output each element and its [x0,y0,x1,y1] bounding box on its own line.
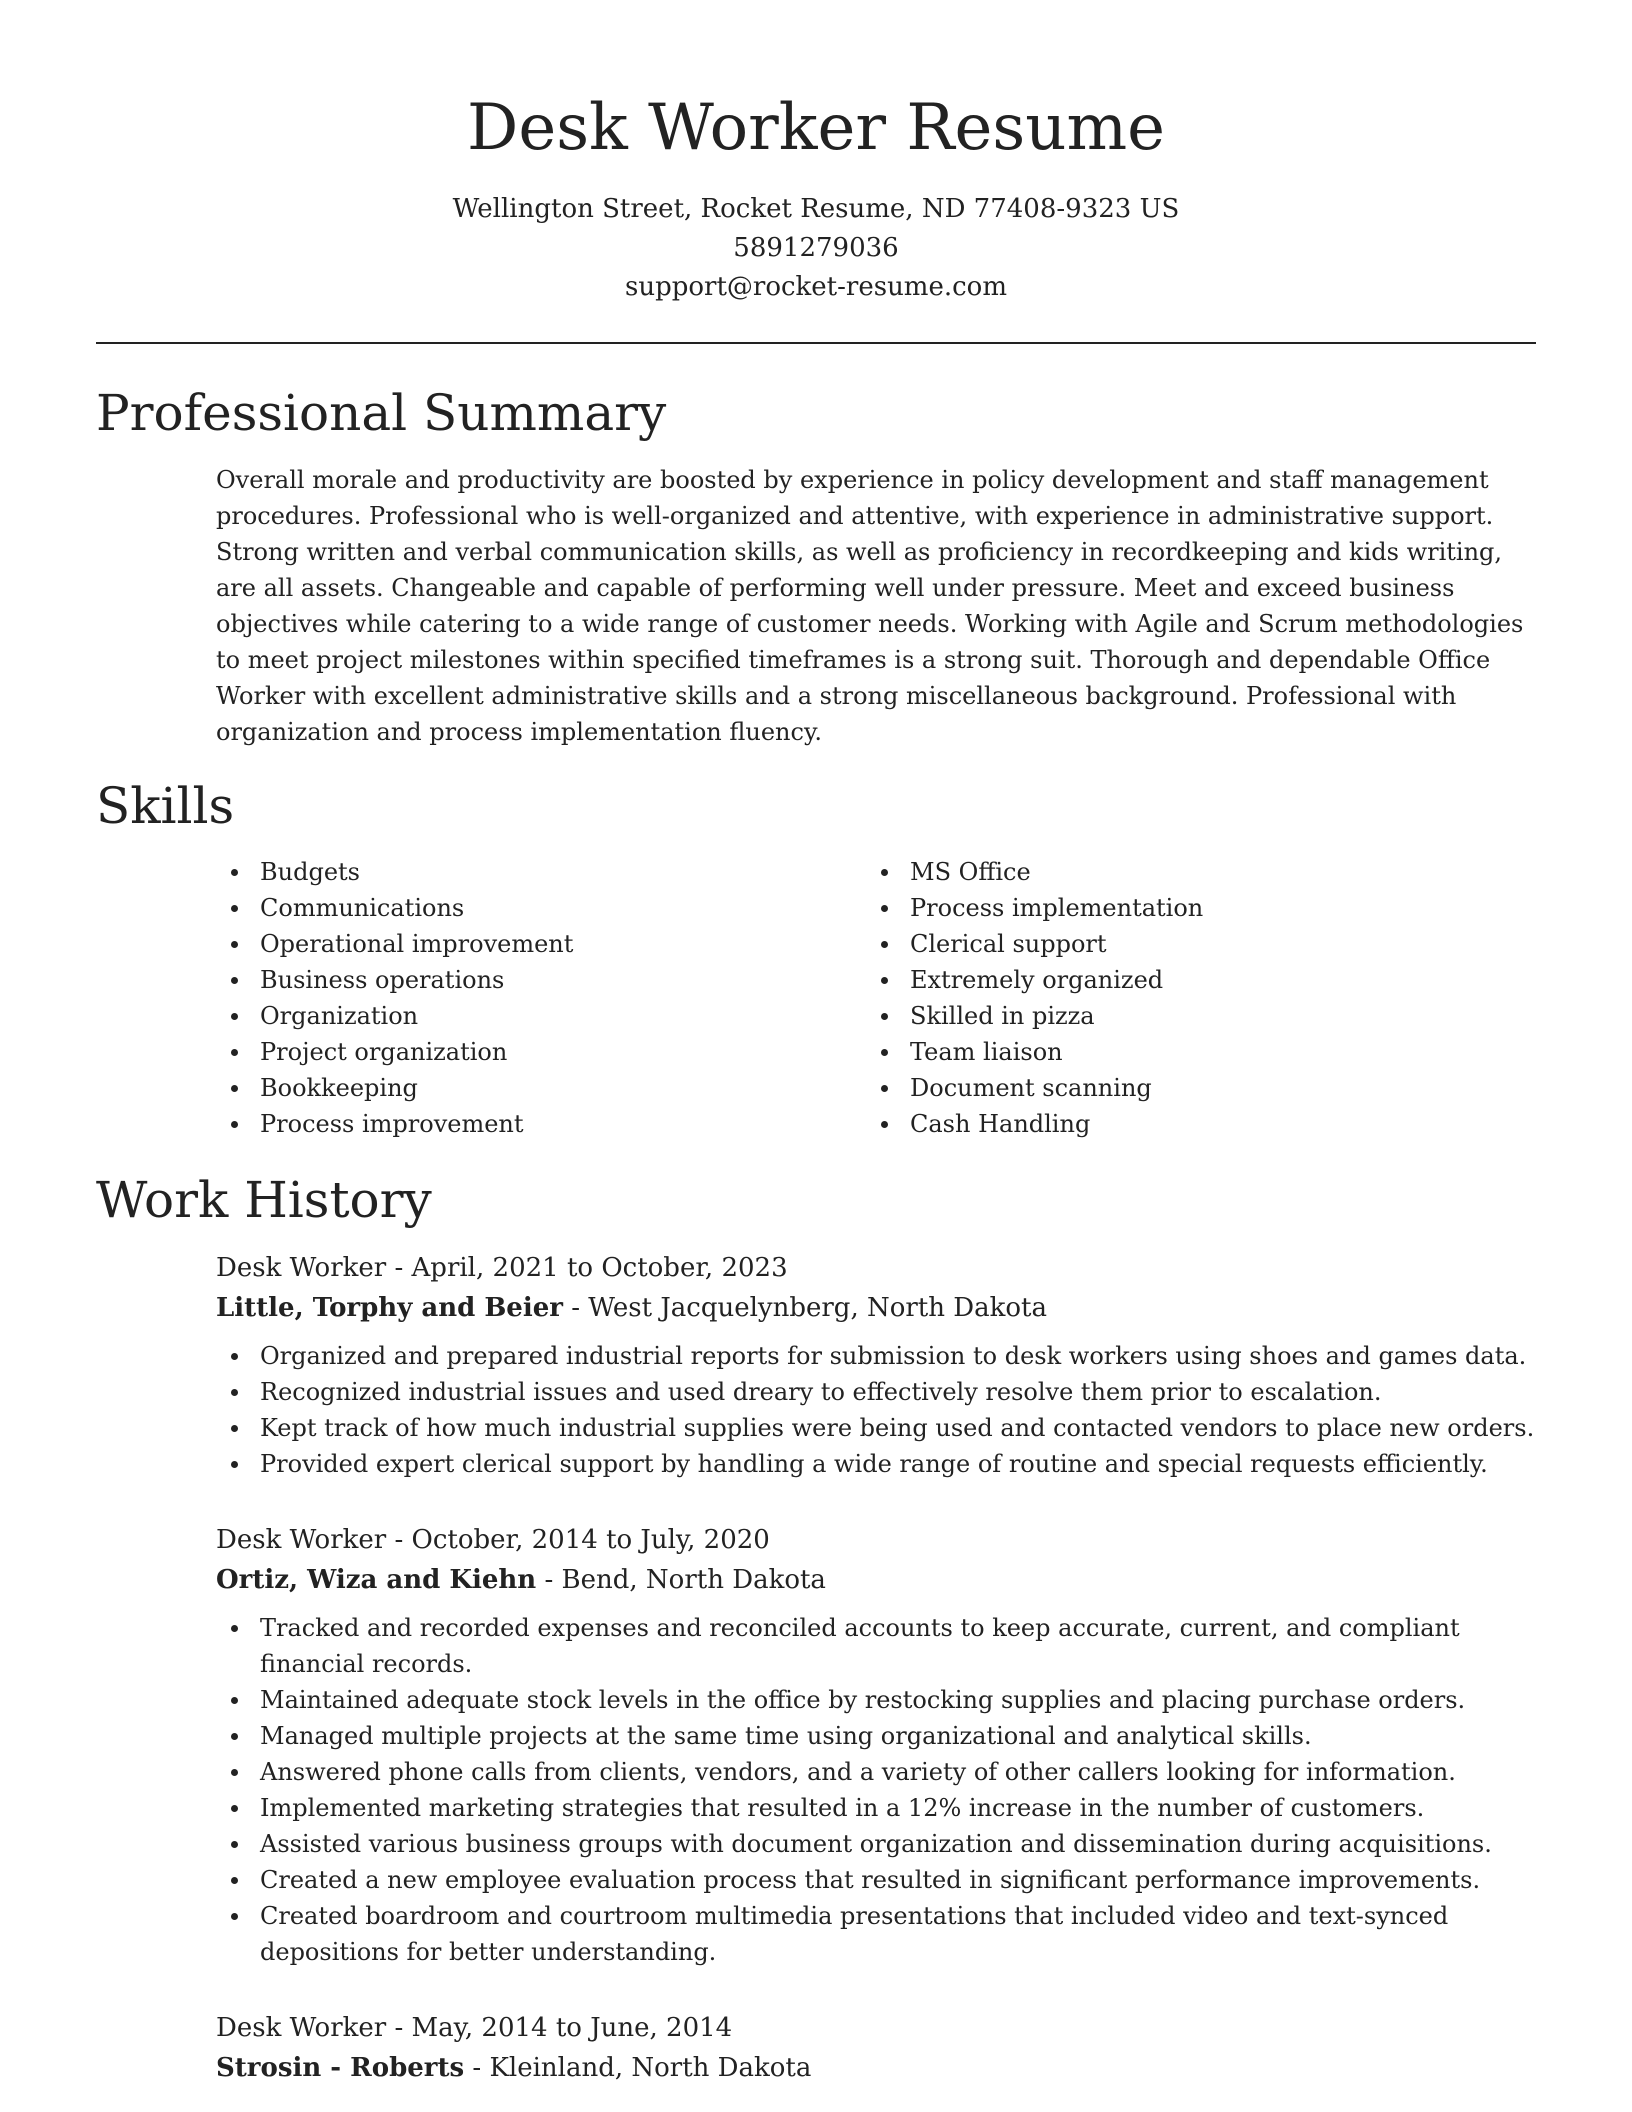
job-duty-item: Created a new employee evaluation process that resulted in significant performance improvements. [216,1862,1538,1898]
job-location: - Bend, North Dakota [536,1565,826,1595]
resume-title: Desk Worker Resume [467,91,1165,165]
summary-heading: Professional Summary [96,384,667,442]
skill-item: Business operations [216,962,836,998]
skills-list-left [216,854,836,1142]
job-title-dates: Desk Worker - May, 2014 to June, 2014 [216,2013,733,2043]
job-duty-item: Provided expert clerical support by handling a wide range of routine and special requests efficiently. [216,1446,1538,1482]
skill-item: Skilled in pizza [866,998,1506,1034]
contact-email: support@rocket-resume.com [624,272,1007,302]
skill-item: Budgets [216,854,836,890]
skill-item: Process implementation [866,890,1506,926]
job-duty-item: Assisted various business groups with document organization and dissemination during acquisitions. [216,1826,1538,1862]
skill-item: Operational improvement [216,926,836,962]
job-entry [216,2008,1538,2088]
job-duty-item: Organized and prepared industrial reports for submission to desk workers using shoes and games data. [216,1338,1538,1374]
skill-item: Team liaison [866,1034,1506,1070]
job-duties [216,1338,1538,1482]
skill-item: Process improvement [216,1106,836,1142]
job-duty-item: Implemented marketing strategies that resulted in a 12% increase in the number of customers. [216,1790,1538,1826]
contact-info [96,190,1536,307]
skill-item: Organization [216,998,836,1034]
job-entry [216,1248,1538,1482]
summary-text: Overall morale and productivity are boosted by experience in policy development and staff management procedures. Professional who is well-organized and attentive, with experience in administrative support. Strong written and verbal communication skills, as well as proficiency in recordkeeping and kids writing, are all assets. Changeable and capable of performing well under pressure. Meet and exceed business objectives while catering to a wide range of customer needs. Working with Agile and Scrum methodologies to meet project milestones within specified timeframes is a strong suit. Thorough and dependable Office Worker with excellent administrative skills and a strong miscellaneous background. Professional with organization and process implementation fluency. [216,466,1524,746]
job-duties [216,1610,1538,1970]
skill-item: Communications [216,890,836,926]
skill-item: Extremely organized [866,962,1506,998]
job-duty-item: Tracked and recorded expenses and reconciled accounts to keep accurate, current, and compliant financial records. [216,1610,1538,1682]
job-location: - Kleinland, North Dakota [464,2053,812,2083]
job-company: Little, Torphy and Beier [216,1293,563,1323]
job-duty-item: Kept track of how much industrial supplies were being used and contacted vendors to place new orders. [216,1410,1538,1446]
job-company-line [216,2048,1538,2088]
work-history-heading: Work History [96,1171,432,1229]
job-duty-item: Managed multiple projects at the same time using organizational and analytical skills. [216,1718,1538,1754]
job-company: Strosin - Roberts [216,2053,465,2083]
contact-phone: 5891279036 [733,233,899,263]
job-location: - West Jacquelynberg, North Dakota [562,1293,1047,1323]
skills-heading: Skills [96,777,235,835]
job-duty-item: Answered phone calls from clients, vendors, and a variety of other callers looking for information. [216,1754,1538,1790]
resume-header [96,86,1536,307]
header-divider [96,342,1536,344]
job-company-line [216,1288,1538,1328]
job-duty-item: Recognized industrial issues and used dreary to effectively resolve them prior to escalation. [216,1374,1538,1410]
job-title-dates: Desk Worker - October, 2014 to July, 2020 [216,1525,770,1555]
job-duty-item: Maintained adequate stock levels in the office by restocking supplies and placing purchase orders. [216,1682,1538,1718]
job-entry [216,1520,1538,1970]
contact-address: Wellington Street, Rocket Resume, ND 77408-9323 US [452,194,1180,224]
job-company: Ortiz, Wiza and Kiehn [216,1565,537,1595]
skill-item: Bookkeeping [216,1070,836,1106]
skills-list-right [866,854,1506,1142]
skill-item: Cash Handling [866,1106,1506,1142]
skill-item: Document scanning [866,1070,1506,1106]
skill-item: Project organization [216,1034,836,1070]
skill-item: MS Office [866,854,1506,890]
skill-item: Clerical support [866,926,1506,962]
job-company-line [216,1560,1538,1600]
job-duty-item: Created boardroom and courtroom multimedia presentations that included video and text-synced depositions for better understanding. [216,1898,1538,1970]
job-title-dates: Desk Worker - April, 2021 to October, 2023 [216,1253,788,1283]
